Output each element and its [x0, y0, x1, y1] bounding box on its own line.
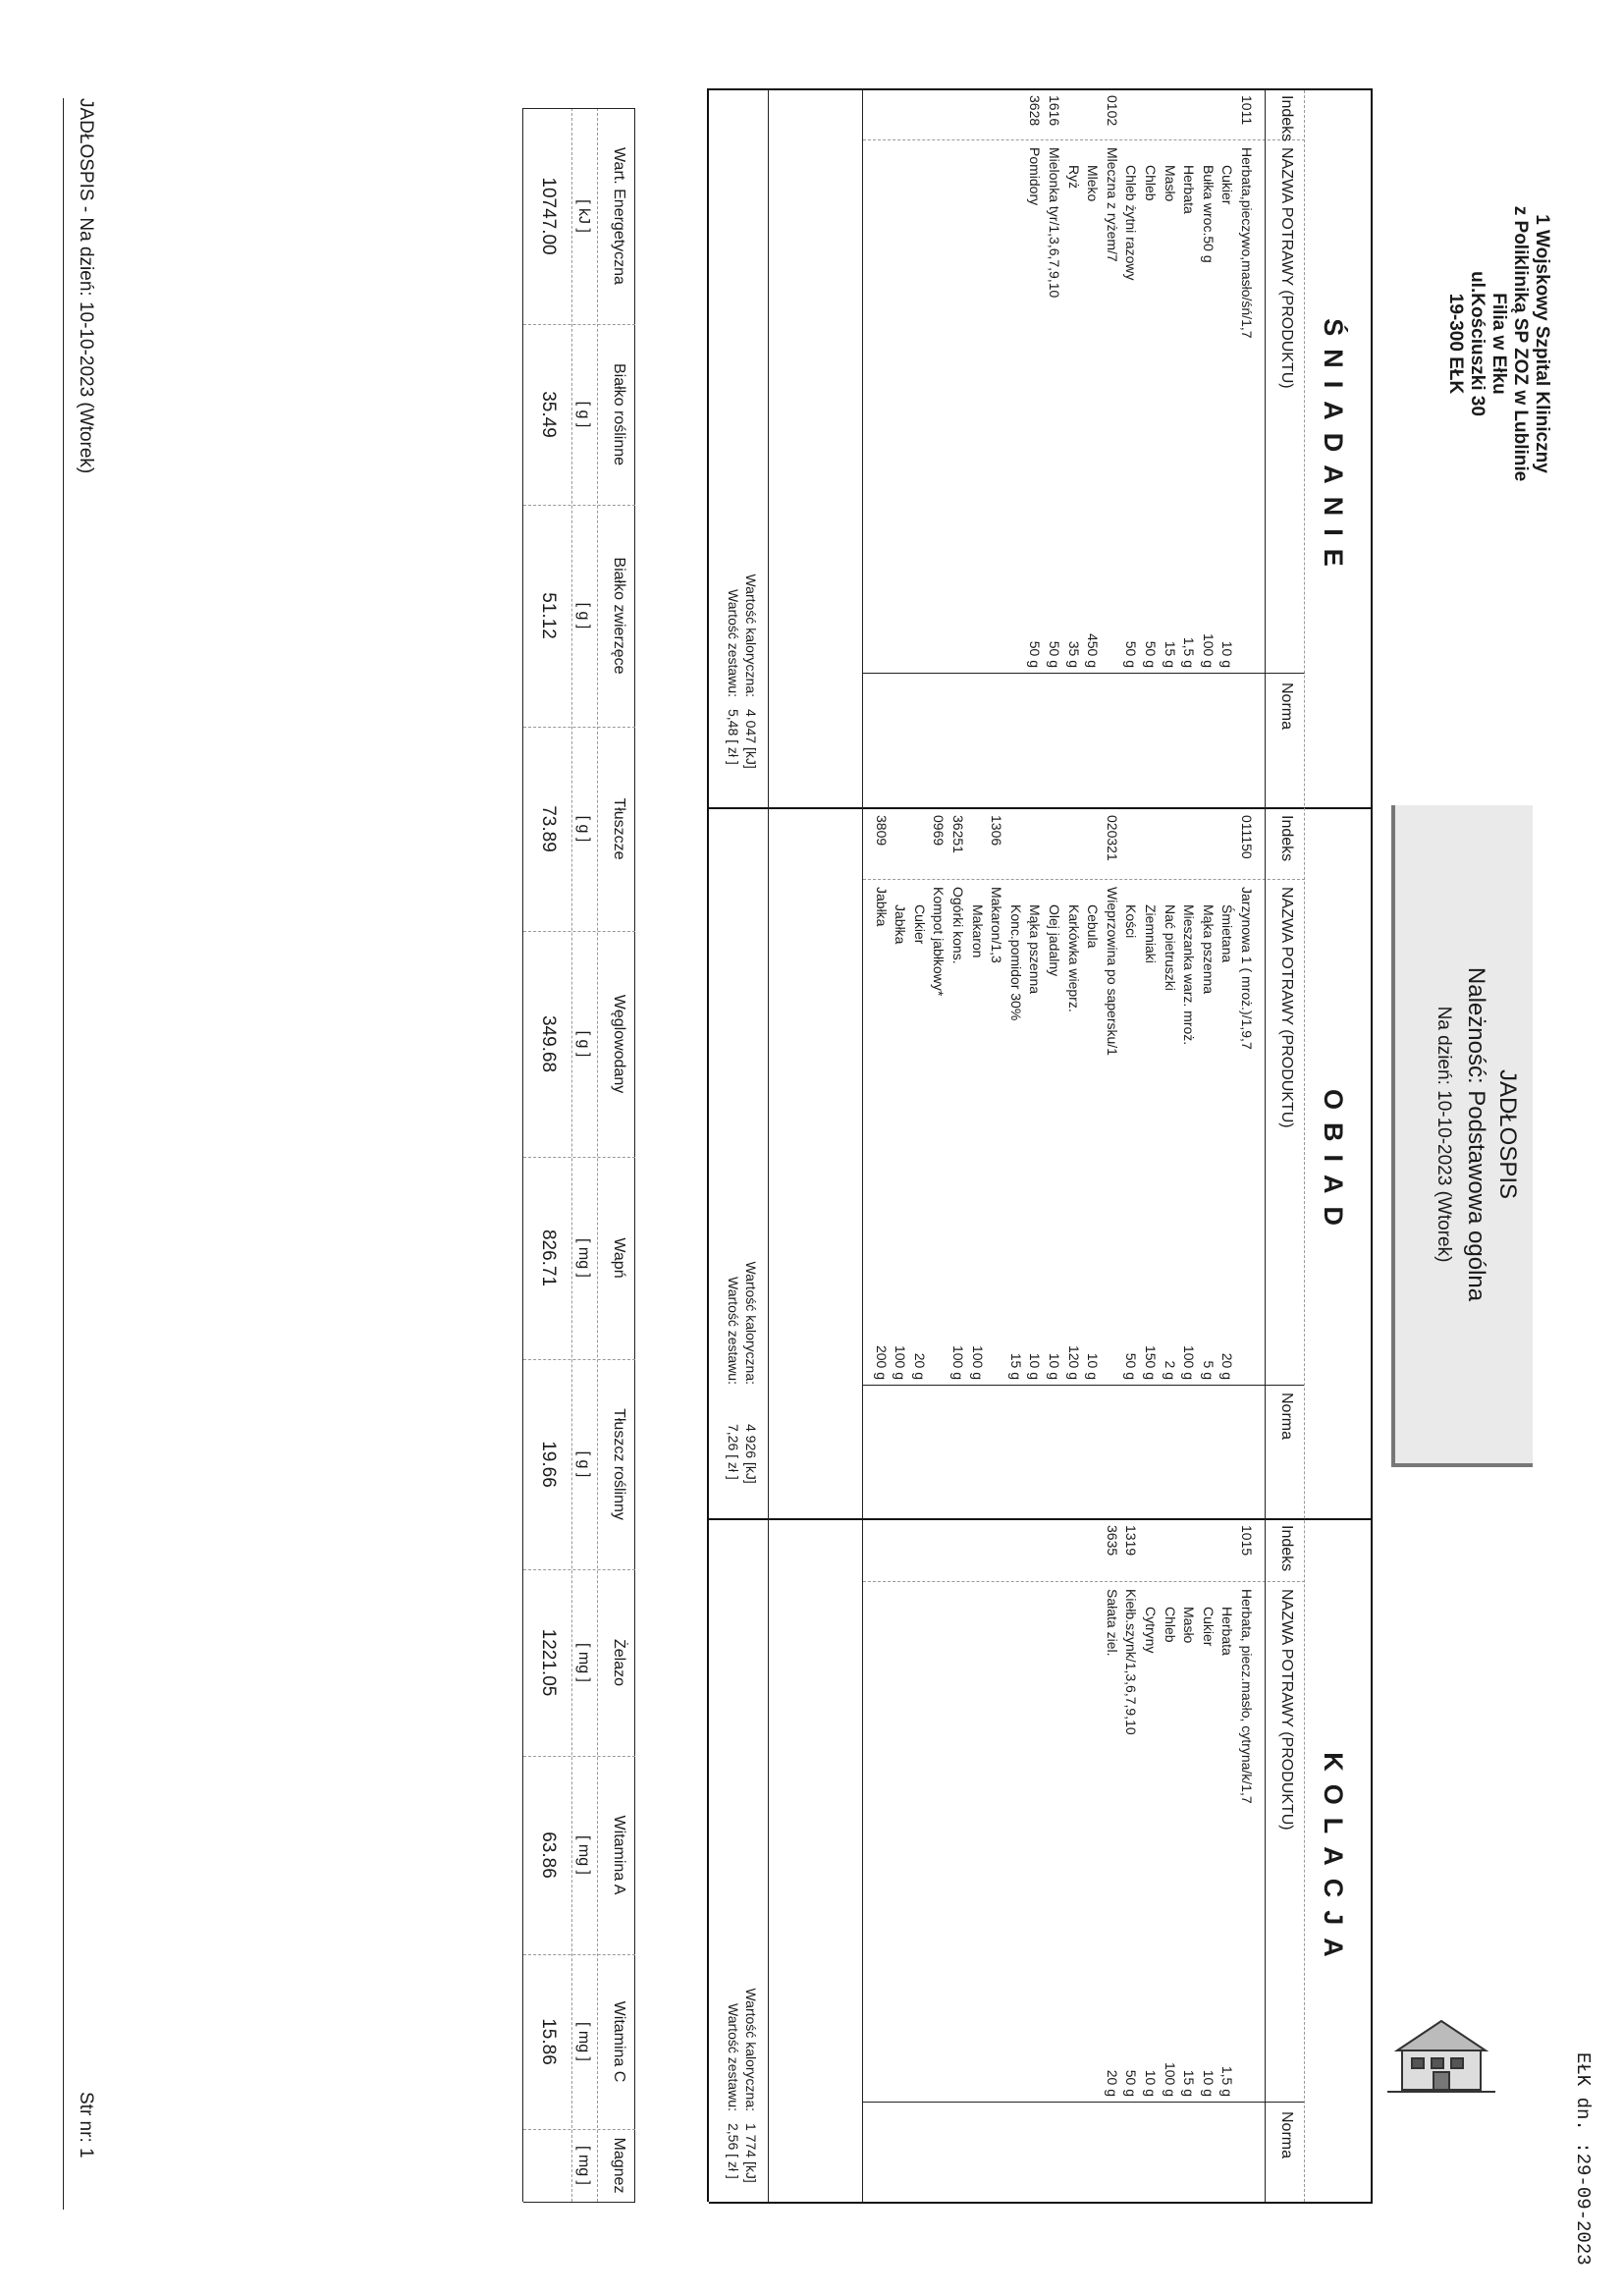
hospital-line-5: 19-300 EŁK — [1445, 293, 1466, 395]
nutrition-unit: [ mg ] — [575, 1642, 592, 1682]
nutrition-value: 826.71 — [538, 1229, 559, 1287]
row-norm: 15 g — [1007, 1352, 1024, 1380]
row-index: 1015 — [1239, 1525, 1255, 1557]
nutrition-unit: [ mg ] — [575, 2021, 592, 2061]
row-name: Pomidory — [1027, 147, 1044, 206]
dinner-kcal-label: Wartość kaloryczna: — [743, 1988, 759, 2111]
breakfast-name-header: NAZWA POTRAWY (PRODUKTU) — [1278, 147, 1295, 389]
nutrition-unit: [ mg ] — [575, 1834, 592, 1875]
nutrition-unit: [ g ] — [575, 815, 592, 843]
menu-subtitle: Należność: Podstawowa ogólna — [1463, 966, 1489, 1302]
row-norm: 1,5 g — [1181, 636, 1198, 668]
date-stamp: EŁK dn. :29-09-2023 — [1572, 2052, 1594, 2266]
row-name: Jabłka — [893, 904, 909, 945]
lunch-norm-header: Norma — [1278, 1393, 1295, 1441]
row-name: Chleb — [1143, 165, 1159, 201]
row-index: 3635 — [1104, 1525, 1120, 1557]
row-norm: 50 g — [1123, 1352, 1140, 1380]
row-name: Kiełb.szynk/1,3,6,7,9,10 — [1123, 1589, 1140, 1735]
row-name: Mieszanka warz. mroż. — [1181, 904, 1198, 1046]
nutrition-label: Wart. Energetyczna — [611, 147, 627, 285]
nutrition-label: Wapń — [611, 1237, 627, 1279]
row-norm: 100 g — [1181, 1344, 1198, 1380]
row-name: Sałata ziel. — [1104, 1589, 1120, 1657]
dinner-cost-label: Wartość zestawu: — [726, 2003, 741, 2111]
nutrition-value: 349.68 — [538, 1014, 559, 1073]
row-name: Bułka wroc.50 g — [1200, 165, 1217, 263]
row-name: Olej jadalny — [1047, 904, 1062, 977]
row-norm: 50 g — [1123, 640, 1140, 668]
breakfast-cost-label: Wartość zestawu: — [726, 589, 741, 697]
row-name: Śmietana — [1219, 904, 1236, 963]
row-name: Kości — [1123, 904, 1140, 939]
breakfast-index-header: Indeks — [1278, 95, 1295, 142]
nutrition-value: 73.89 — [538, 805, 559, 852]
footer-page-number: Str nr: 1 — [76, 2092, 96, 2159]
hospital-line-3: Filia w Ełku — [1488, 293, 1509, 395]
row-index: 36251 — [950, 815, 966, 853]
row-norm: 100 g — [1162, 2061, 1178, 2097]
row-norm: 15 g — [1162, 640, 1178, 668]
nutrition-label: Magnez — [611, 2137, 627, 2194]
nutrition-label: Białko roślinne — [611, 362, 627, 466]
row-name: Herbata, piecz.masło, cytryna/k/1,7 — [1239, 1589, 1255, 1804]
nutrition-label: Tłuszcz roślinny — [611, 1408, 627, 1520]
row-name: Mleko — [1085, 165, 1102, 202]
row-name: Nać pietruszki — [1162, 904, 1178, 991]
row-norm: 150 g — [1143, 1344, 1159, 1380]
breakfast-cost-value: 5,48 [ zł ] — [726, 709, 741, 765]
nutrition-unit: [ mg ] — [575, 2145, 592, 2185]
row-norm: 100 g — [1200, 632, 1217, 668]
row-name: Karkówka wieprz. — [1065, 904, 1082, 1012]
dinner-title: KOLACJA — [1319, 1752, 1348, 1970]
row-name: Konc.pomidor 30% — [1007, 904, 1024, 1021]
row-name: Kompot jabłkowy* — [931, 887, 947, 997]
row-index: 0102 — [1104, 95, 1120, 127]
nutrition-value: 63.86 — [538, 1831, 559, 1879]
nutrition-unit: [ g ] — [575, 1450, 592, 1478]
nutrition-value: 51.12 — [538, 592, 559, 639]
row-name: Chleb — [1162, 1607, 1178, 1643]
breakfast-kcal-value: 4 047 [kJ] — [743, 709, 759, 769]
lunch-cost-label: Wartość zestawu: — [726, 1277, 741, 1385]
row-norm: 100 g — [893, 1344, 909, 1380]
row-name: Mąka pszenna — [1027, 904, 1044, 995]
row-norm: 100 g — [969, 1344, 986, 1380]
hospital-line-2: z Polikliniką SP ZOZ w Lublinie — [1510, 205, 1531, 482]
row-name: Chleb żytni razowy — [1123, 165, 1140, 281]
nutrition-unit: [ g ] — [575, 401, 592, 428]
lunch-cost-value: 7,26 [ zł ] — [726, 1424, 741, 1480]
lunch-kcal-label: Wartość kaloryczna: — [743, 1261, 759, 1385]
nutrition-value: 35.49 — [538, 391, 559, 438]
row-name: Wieprzowina po sapersku/1 — [1104, 887, 1120, 1056]
row-name: Jarzynowa 1 ( mroż.)/1,9,7 — [1239, 887, 1255, 1050]
row-index: 020321 — [1104, 815, 1120, 861]
row-name: Cukier — [911, 904, 928, 945]
row-name: Masło — [1162, 165, 1178, 202]
dinner-cost-value: 2,56 [ zł ] — [726, 2123, 741, 2179]
row-name: Ryż — [1065, 165, 1082, 190]
row-name: Mąka pszenna — [1200, 904, 1217, 995]
row-index: 1011 — [1239, 95, 1255, 126]
menu-title-box — [1391, 805, 1533, 1467]
row-norm: 2 g — [1162, 1360, 1178, 1380]
row-norm: 100 g — [950, 1344, 966, 1380]
row-name: Makaron/1,3 — [989, 887, 1005, 963]
menu-title: JADŁOSPIS — [1494, 1068, 1521, 1200]
nutrition-label: Białko zwierzęce — [611, 557, 627, 675]
hospital-line-4: ul.Kościuszki 30 — [1467, 271, 1488, 416]
row-norm: 120 g — [1065, 1344, 1082, 1380]
row-norm: 15 g — [1181, 2069, 1198, 2097]
row-name: Mielonka tyr/1,3,6,7,9,10 — [1047, 147, 1062, 299]
row-name: Herbata,pieczywo,masło/śń/1,7 — [1239, 147, 1255, 339]
footer-left: JADŁOSPIS - Na dzień: 10-10-2023 (Wtorek) — [76, 98, 96, 474]
hospital-logo — [1353, 2011, 1530, 2129]
row-name: Cytryny — [1143, 1607, 1159, 1654]
row-name: Mleczna z ryżem/7 — [1104, 147, 1120, 262]
row-norm: 10 g — [1143, 2069, 1159, 2097]
row-norm: 200 g — [873, 1344, 890, 1380]
row-norm: 10 g — [1085, 1352, 1102, 1380]
nutrition-label: Witamina A — [611, 1815, 627, 1895]
row-index: 0969 — [931, 815, 947, 847]
row-norm: 50 g — [1027, 640, 1044, 668]
hospital-line-1: 1 Wojskowy Szpital Kliniczny — [1532, 214, 1552, 473]
row-index: 1319 — [1123, 1525, 1140, 1557]
row-index: 3628 — [1027, 95, 1044, 127]
row-norm: 10 g — [1219, 640, 1236, 668]
row-norm: 35 g — [1065, 640, 1082, 668]
row-norm: 20 g — [1219, 1352, 1236, 1380]
lunch-title: OBIAD — [1319, 1089, 1348, 1238]
row-norm: 450 g — [1085, 632, 1102, 668]
nutrition-unit: [ kJ ] — [575, 199, 592, 233]
nutrition-unit: [ g ] — [575, 1030, 592, 1058]
row-norm: 10 g — [1047, 1352, 1062, 1380]
row-norm: 1,5 g — [1219, 2065, 1236, 2097]
row-norm: 20 g — [911, 1352, 928, 1380]
lunch-kcal-value: 4 926 [kJ] — [743, 1424, 759, 1484]
nutrition-value: 1221.05 — [538, 1628, 559, 1697]
row-name: Herbata — [1219, 1607, 1236, 1656]
nutrition-value: 10747.00 — [538, 177, 559, 255]
row-name: Masło — [1181, 1607, 1198, 1644]
row-norm: 10 g — [1200, 2069, 1217, 2097]
dinner-kcal-value: 1 774 [kJ] — [743, 2123, 759, 2183]
row-norm: 20 g — [1104, 2069, 1120, 2097]
dinner-index-header: Indeks — [1278, 1525, 1295, 1572]
row-norm: 50 g — [1123, 2069, 1140, 2097]
nutrition-value: 19.66 — [538, 1441, 559, 1488]
row-norm: 50 g — [1047, 640, 1062, 668]
row-name: Ziemniaki — [1143, 904, 1159, 963]
lunch-name-header: NAZWA POTRAWY (PRODUKTU) — [1278, 887, 1295, 1128]
nutrition-value: 15.86 — [538, 2018, 559, 2065]
dinner-name-header: NAZWA POTRAWY (PRODUKTU) — [1278, 1589, 1295, 1831]
row-name: Ogórki kons. — [950, 887, 966, 964]
breakfast-kcal-label: Wartość kaloryczna: — [743, 574, 759, 697]
nutrition-label: Tłuszcze — [611, 797, 627, 860]
row-index: 3809 — [873, 815, 890, 847]
row-name: Cukier — [1219, 165, 1236, 205]
row-index: 1306 — [989, 815, 1005, 847]
menu-date: Na dzień: 10-10-2023 (Wtorek) — [1434, 1006, 1454, 1263]
row-norm: 10 g — [1027, 1352, 1044, 1380]
nutrition-label: Żelazo — [611, 1638, 627, 1687]
row-name: Makaron — [969, 904, 986, 958]
nutrition-label: Węglowodany — [611, 994, 627, 1094]
row-name: Herbata — [1181, 165, 1198, 214]
row-norm: 50 g — [1143, 640, 1159, 668]
nutrition-unit: [ mg ] — [575, 1237, 592, 1278]
row-name: Jabłka — [873, 887, 890, 927]
nutrition-label: Witamina C — [611, 2000, 627, 2083]
lunch-index-header: Indeks — [1278, 815, 1295, 862]
row-norm: 5 g — [1200, 1360, 1217, 1380]
breakfast-norm-header: Norma — [1278, 683, 1295, 731]
row-index: 011150 — [1239, 815, 1255, 859]
row-name: Cebula — [1085, 904, 1102, 949]
row-name: Cukier — [1200, 1607, 1217, 1647]
nutrition-unit: [ g ] — [575, 602, 592, 629]
breakfast-title: ŚNIADANIE — [1319, 318, 1348, 579]
row-index: 1616 — [1047, 95, 1062, 127]
dinner-norm-header: Norma — [1278, 2111, 1295, 2159]
